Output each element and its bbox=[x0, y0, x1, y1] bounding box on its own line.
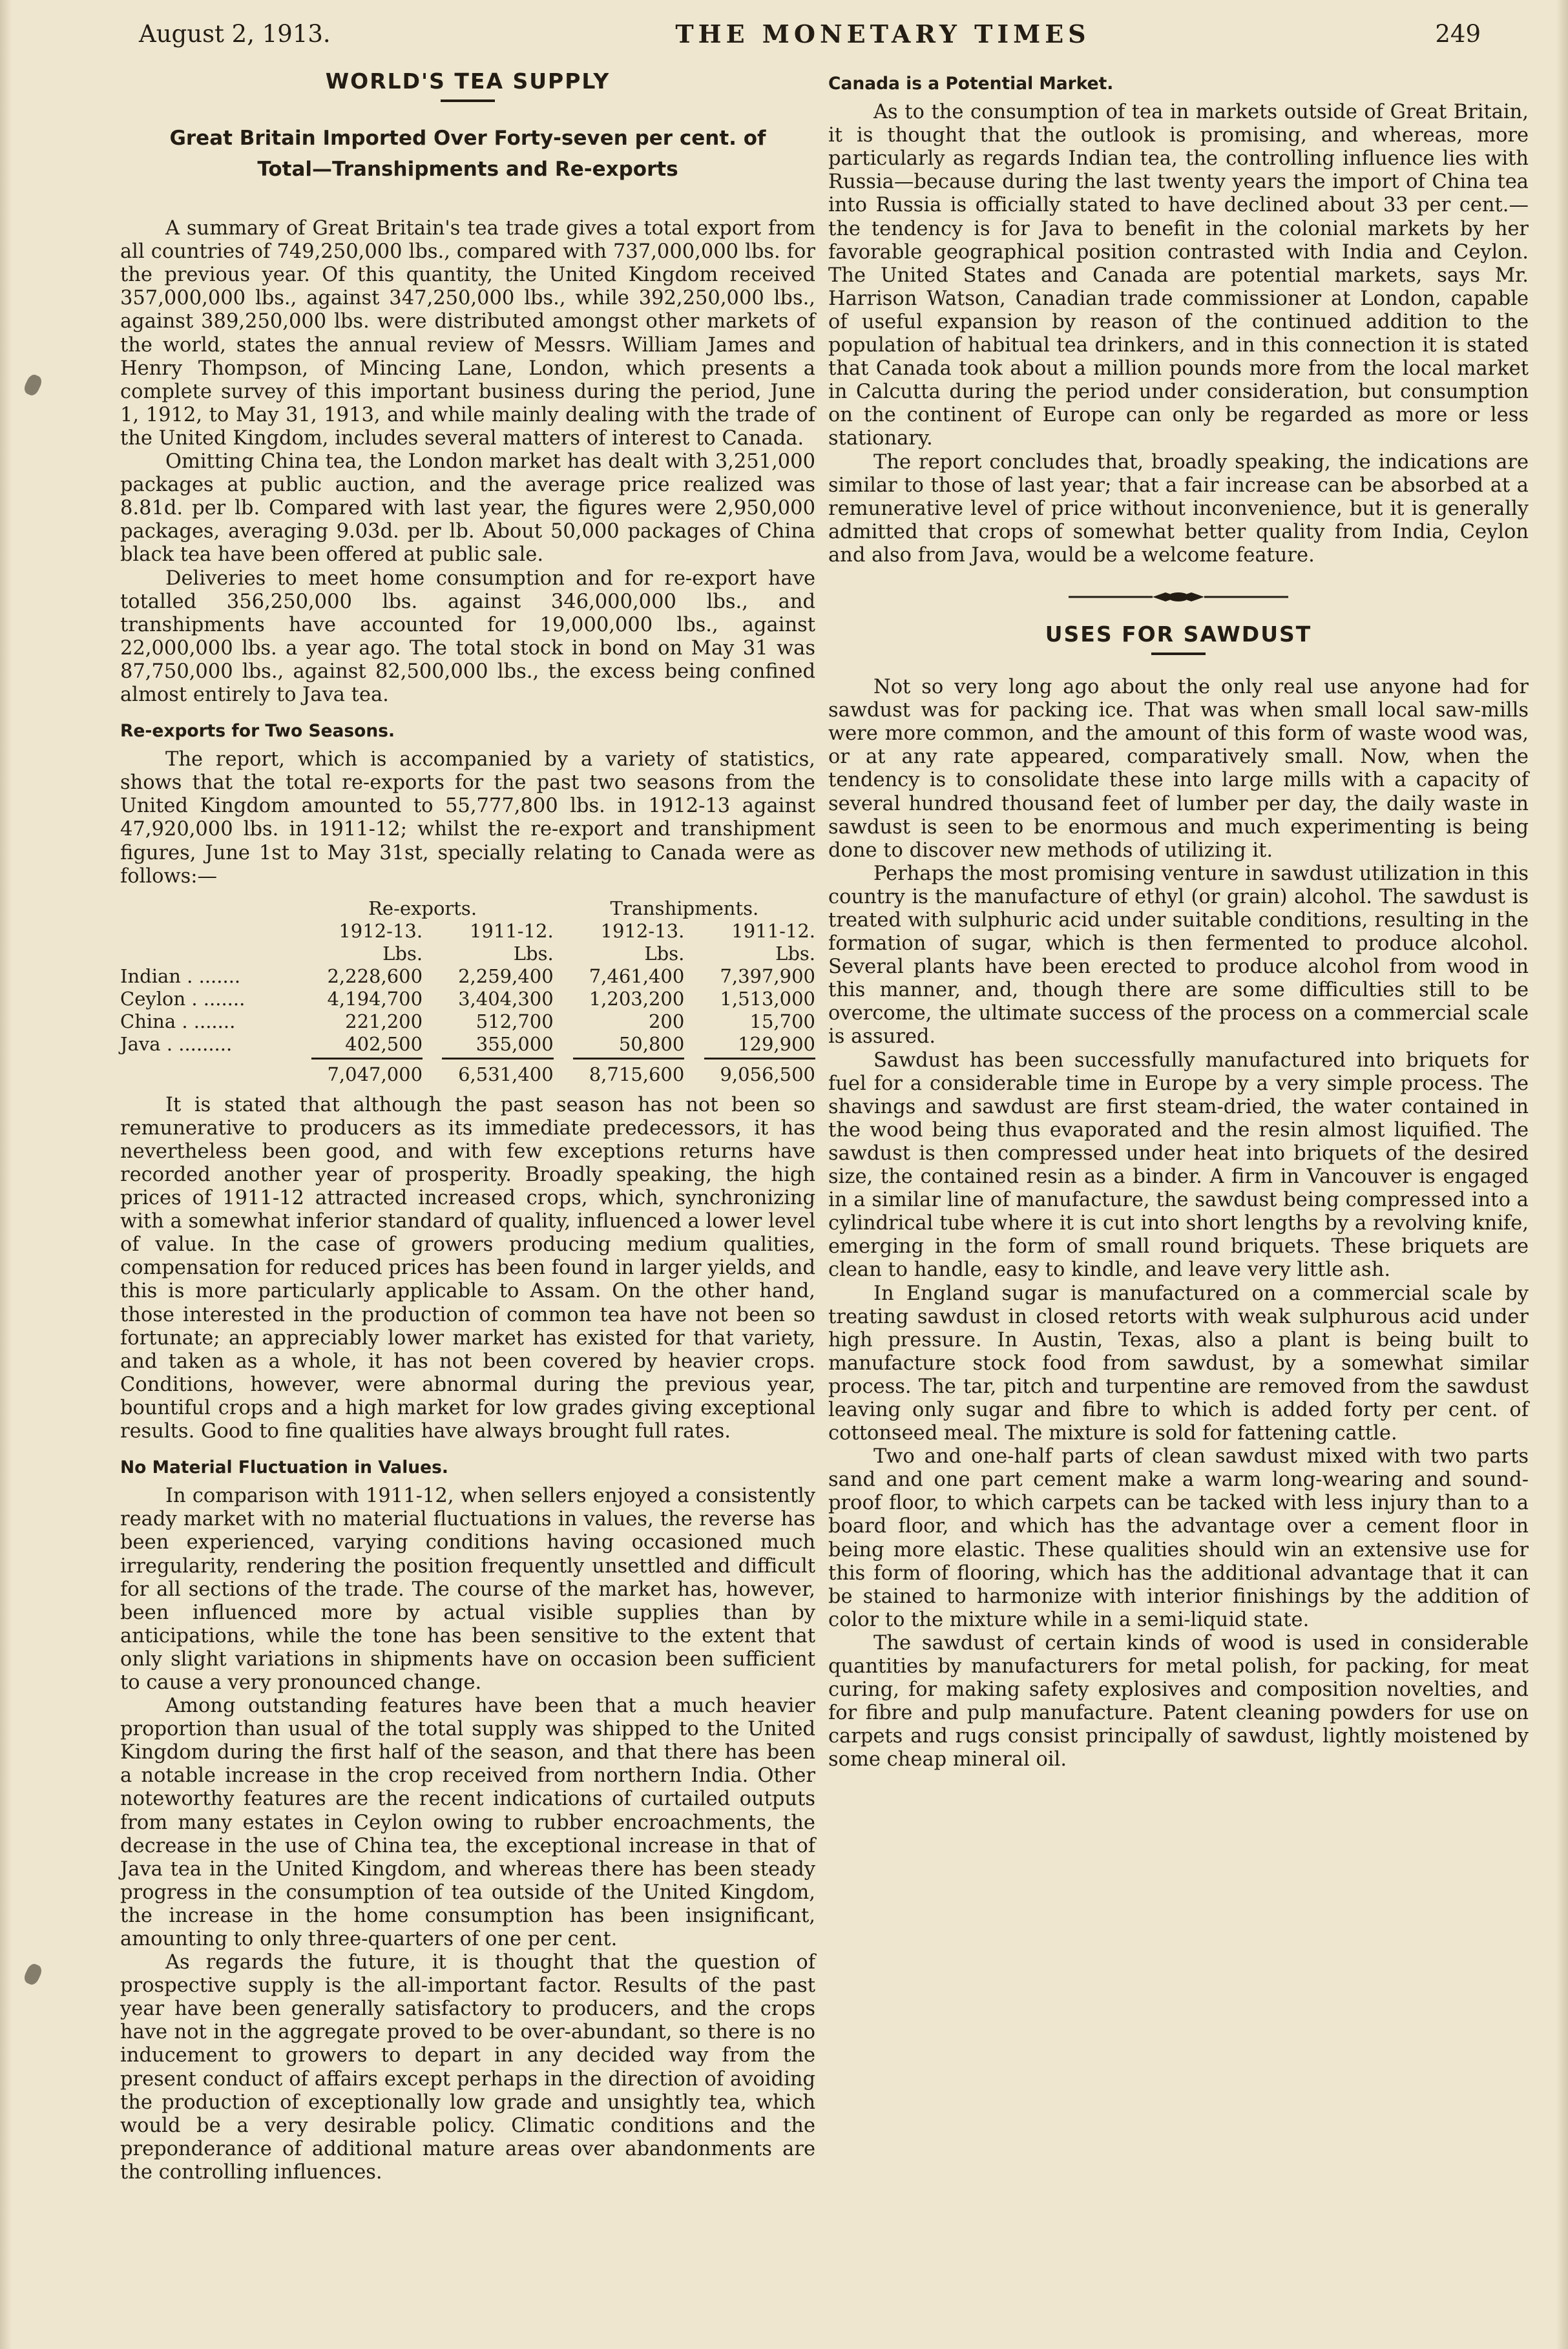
page-edge-shadow bbox=[1556, 0, 1568, 2349]
table-year-row bbox=[120, 920, 815, 943]
article-divider-ornament bbox=[828, 589, 1529, 605]
total-cell: 7,047,000 bbox=[291, 1056, 423, 1086]
row-label: China . ....... bbox=[120, 1010, 236, 1032]
sawdust-paragraph: The sawdust of certain kinds of wood is used in considerable quantities by manufacturers for metal polish, for packing, for meat curing, for making safety explosives and composition novelties, and for fibre and pulp manufacture. Patent cleaning powders for use on carpets and rugs consist principally of sawdust, lightly moistened by some cheap mineral oil. bbox=[828, 1631, 1529, 1771]
section-heading-reexports: Re-exports for Two Seasons. bbox=[120, 721, 395, 742]
issue-date: August 2, 1913. bbox=[139, 19, 331, 48]
tea-paragraph: The report concludes that, broadly speaking, the indications are similar to those of last year; that a fair increase can be absorbed at a remunerative level of price without inconvenience, but it is generally admitted that crops of somewhat better quality from India, Ceylon and also from Java, would be a welcome feature. bbox=[828, 450, 1529, 567]
sawdust-article-title: USES FOR SAWDUST bbox=[1045, 621, 1312, 647]
sawdust-paragraph: Two and one-half parts of clean sawdust mixed with two parts sand and one part cement make a warm long-wearing and sound-proof floor, to which carpets can be tacked with less injury than to a board floor, and which has the advantage over a cement floor in being more elastic. These qualities should win an extensive use for this form of flooring, which has the additional advantage that it can be stained to harmonize with interior finishings by the addition of color to the mixture while in a semi-liquid state. bbox=[828, 1445, 1529, 1631]
table-cell: 2,228,600 bbox=[327, 965, 423, 987]
row-label: Indian . ....... bbox=[120, 965, 241, 987]
table-totals-row bbox=[120, 1056, 815, 1086]
sawdust-paragraph: Not so very long ago about the only real use anyone had for sawdust was for packing ice. That was when small local saw-mills were more common, and the amount of this form of waste wood was, or at any rate appeared, comparatively small. Now, when the tendency is to consolidate these into large mills with a capacity of several hundred thousand feet of lumber per day, the daily waste in sawdust is seen to be enormous and much experimenting is being done to discover new methods of utilizing it. bbox=[828, 676, 1529, 862]
column-year: 1911-12. bbox=[731, 919, 815, 942]
total-cell: 6,531,400 bbox=[423, 1056, 554, 1086]
table-cell: 221,200 bbox=[345, 1010, 423, 1032]
divider-ornament-icon bbox=[1069, 589, 1288, 605]
tea-paragraph: Deliveries to meet home consumption and for re-export have totalled 356,250,000 lbs. against 346,000,000 lbs., and transhipments have accounted for 19,000,000 lbs., against 22,000,000 lbs. a year ago. The total stock in bond on May 31 was 87,750,000 lbs., against 82,500,000 lbs., the excess being confined almost entirely to Java tea. bbox=[120, 567, 815, 706]
column-year: 1912-13. bbox=[600, 919, 685, 942]
sawdust-paragraph: In England sugar is manufactured on a commercial scale by treating sawdust in closed retorts with weak sulphurous acid under high pressure. In Austin, Texas, also a plant is being built to manufacture stock food from sawdust, by a somewhat similar process. The tar, pitch and turpentine are removed from the sawdust leaving only sugar and fibre to which is added forty per cent. of cottonseed meal. The mixture is sold for fattening cattle. bbox=[828, 1282, 1529, 1445]
section-heading-fluctuation: No Material Fluctuation in Values. bbox=[120, 1457, 448, 1478]
table-cell: 200 bbox=[648, 1010, 685, 1032]
column-unit: Lbs. bbox=[644, 942, 685, 965]
column-year: 1911-12. bbox=[469, 919, 554, 942]
column-unit: Lbs. bbox=[513, 942, 554, 965]
tea-paragraph: As to the consumption of tea in markets outside of Great Britain, it is thought that the outlook is promising, and whereas, more particularly as regards Indian tea, the controlling influence lies with Russia—because during the last twenty years the import of China tea into Russia is officially stated to have declined about 33 per cent.—the tendency is for Java to benefit in the colonial markets by her favorable geographical position contrasted with India and Ceylon. The United States and Canada are potential markets, says Mr. Harrison Watson, Canadian trade commissioner at London, capable of useful expansion by reason of the continued addition to the population of habitual tea drinkers, and in this connection it is stated that Canada took about a million pounds more from the local market in Calcutta during the period under consideration, but consumption on the continent of Europe can only be regarded as more or less stationary. bbox=[828, 101, 1529, 450]
sawdust-paragraph: Sawdust has been successfully manufactured into briquets for fuel for a considerable time in Europe by a very simple process. The shavings and sawdust are first steam-dried, the water contained in the wood being thus evaporated and the resin almost liquified. The sawdust is then compressed under heat into briquets of the desired size, the contained resin as a binder. A firm in Vancouver is engaged in a similar line of manufacture, the sawdust being compressed into a cylindrical tube where it is cut into short lengths by a revolving knife, emerging in the form of small round briquets. These briquets are clean to handle, easy to kindle, and leave very little ash. bbox=[828, 1049, 1529, 1282]
table-group-header-row bbox=[120, 897, 815, 920]
column-unit: Lbs. bbox=[775, 942, 815, 965]
table-row bbox=[120, 965, 815, 988]
row-label: Ceylon . ....... bbox=[120, 987, 246, 1010]
tea-paragraph: It is stated that although the past season has not been so remunerative to producers as its immediate predecessors, it has nevertheless been good, and with few exceptions returns have recorded another year of prosperity. Broadly speaking, the high prices of 1911-12 attracted increased crops, which, synchronizing with a somewhat inferior standard of quality, influenced a lower level of value. In the case of growers producing medium qualities, compensation for reduced prices has been found in larger yields, and this is more particularly applicable to Assam. On the other hand, those interested in the production of common tea have not been so fortunate; an appreciably lower market has existed for that variety, and taken as a whole, it has not been covered by heavier crops. Conditions, however, were abnormal during the previous year, bountiful crops and a high market for low grades giving exceptional results. Good to fine qualities have always brought full rates. bbox=[120, 1093, 816, 1443]
group-header-reexports: Re-exports. bbox=[368, 897, 477, 919]
page-header bbox=[139, 14, 1481, 53]
table-cell: 129,900 bbox=[738, 1032, 815, 1055]
table-row bbox=[120, 1010, 815, 1033]
table-cell: 1,513,000 bbox=[720, 987, 815, 1010]
table-cell: 4,194,700 bbox=[327, 987, 423, 1010]
tea-paragraph: Among outstanding features have been that a much heavier proportion than usual of the total supply was shipped to the United Kingdom during the first half of the season, and that there has been a notable increase in the crop received from northern India. Other noteworthy features are the recent indications of curtailed outputs from many estates in Ceylon owing to rubber encroachments, the decrease in the use of China tea, the exceptional increase in that of Java tea in the United Kingdom, and whereas there has been steady progress in the consumption of tea outside of the United Kingdom, the increase in the home consumption has been insignificant, amounting to only three-quarters of one per cent. bbox=[120, 1695, 815, 1950]
column-year: 1912-13. bbox=[339, 919, 423, 942]
table-unit-row bbox=[120, 943, 815, 965]
table-cell: 7,461,400 bbox=[589, 965, 685, 987]
total-cell: 8,715,600 bbox=[554, 1056, 685, 1086]
tea-paragraph: Omitting China tea, the London market has dealt with 3,251,000 packages at public auction, and the average price realized was 8.81d. per lb. Compared with last year, the figures were 2,950,000 packages, averaging 9.03d. per lb. About 50,000 packages of China black tea have been offered at public sale. bbox=[120, 450, 815, 567]
table-cell: 355,000 bbox=[476, 1032, 554, 1055]
table-cell: 50,800 bbox=[618, 1032, 685, 1055]
tea-article-title: WORLD'S TEA SUPPLY bbox=[325, 68, 611, 94]
page-edge-shadow bbox=[0, 0, 12, 2349]
binding-hole-mark bbox=[22, 373, 43, 397]
tea-paragraph: The report, which is accompanied by a variety of statistics, shows that the total re-exports for the past two seasons from the United Kingdom amounted to 55,777,800 lbs. in 1912-13 against 47,920,000 lbs. in 1911-12; whilst the re-export and transhipment figures, June 1st to May 31st, specially relating to Canada were as follows:— bbox=[120, 748, 815, 888]
sawdust-paragraph: Perhaps the most promising venture in sawdust utilization in this country is the manufacture of ethyl (or grain) alcohol. The sawdust is treated with sulphuric acid under suitable conditions, resulting in the formation of sugar, which is then fermented to produce alcohol. Several plants have been erected to produce alcohol from wood in this manner, and, though there are some difficulties still to be overcome, the ultimate success of the process on a commercial scale is assured. bbox=[828, 862, 1529, 1049]
column-unit: Lbs. bbox=[382, 942, 423, 965]
section-heading-canada: Canada is a Potential Market. bbox=[828, 74, 1114, 94]
reexports-table bbox=[120, 897, 815, 1086]
masthead: THE MONETARY TIMES bbox=[675, 19, 1091, 48]
table-row bbox=[120, 988, 815, 1010]
tea-paragraph: A summary of Great Britain's tea trade gives a total export from all countries of 749,250,000 lbs., compared with 737,000,000 lbs. for the previous year. Of this quantity, the United Kingdom received 357,000,000 lbs., against 347,250,000 lbs., while 392,250,000 lbs., against 389,250,000 lbs. were distributed amongst other markets of the world, states the annual review of Messrs. William James and Henry Thompson, of Mincing Lane, London, which presents a complete survey of this important business during the period, June 1, 1912, to May 31, 1913, and while mainly dealing with the trade of the United Kingdom, includes several matters of interest to Canada. bbox=[120, 217, 815, 450]
total-cell: 9,056,500 bbox=[684, 1056, 815, 1086]
table-cell: 1,203,200 bbox=[589, 987, 685, 1010]
tea-paragraph: As regards the future, it is thought that the question of prospective supply is the all-important factor. Results of the past year have been generally satisfactory to producers, and the crops have not in the aggregate proved to be over-abundant, so there is no inducement to growers to depart in any decided way from the present conduct of affairs except perhaps in the direction of avoiding the production of exceptionally low grade and unsightly tea, which would be a very desirable policy. Climatic conditions and the preponderance of additional mature areas over abandonments are the controlling influences. bbox=[120, 1951, 815, 2184]
table-cell: 512,700 bbox=[476, 1010, 554, 1032]
row-label: Java . ......... bbox=[120, 1032, 233, 1055]
tea-paragraph: In comparison with 1911-12, when sellers enjoyed a consistently ready market with no material fluctuations in values, the reverse has been experienced, varying conditions having occasioned much irregularity, rendering the position frequently unsettled and difficult for all sections of the trade. The course of the market has, however, been influenced more by actual visible supplies than by anticipations, while the tone has been sensitive to the extent that only slight variations in shipments have on occasion been sufficient to cause a very pronounced change. bbox=[120, 1485, 815, 1694]
right-column bbox=[828, 59, 1529, 2339]
binding-hole-mark bbox=[22, 1962, 43, 1987]
table-cell: 7,397,900 bbox=[720, 965, 815, 987]
page-number: 249 bbox=[1435, 19, 1481, 48]
table-row bbox=[120, 1033, 815, 1056]
left-column bbox=[120, 59, 815, 2339]
table-cell: 402,500 bbox=[345, 1032, 423, 1055]
tea-article-subhead: Great Britain Imported Over Forty-seven per cent. of Total—Transhipments and Re-exports bbox=[169, 127, 766, 182]
title-rule bbox=[1151, 652, 1206, 655]
title-rule bbox=[441, 99, 495, 102]
group-header-transhipments: Transhipments. bbox=[610, 897, 759, 919]
table-cell: 2,259,400 bbox=[458, 965, 554, 987]
table-cell: 15,700 bbox=[749, 1010, 815, 1032]
table-cell: 3,404,300 bbox=[458, 987, 554, 1010]
